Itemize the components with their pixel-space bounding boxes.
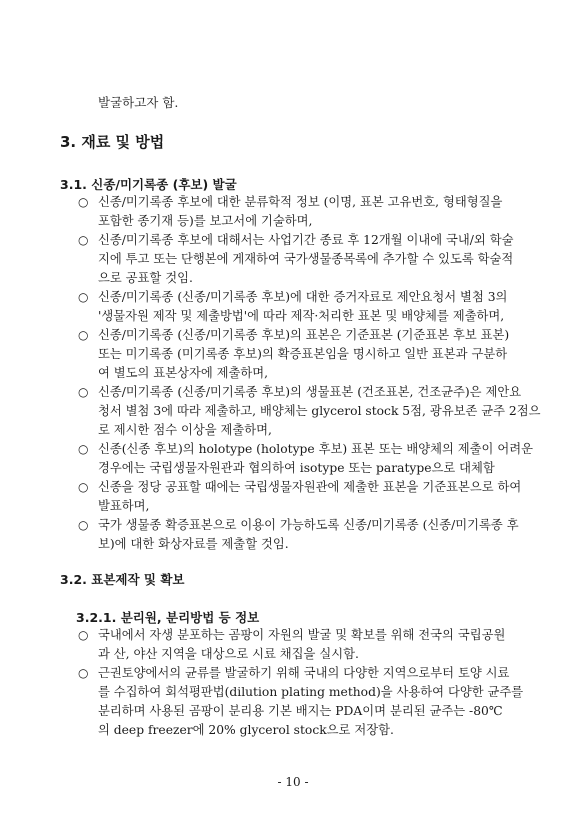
bullet-line: 지에 투고 또는 단행본에 게재하여 국가생물종목록에 추가할 수 있도록 학술적 bbox=[98, 252, 514, 266]
circle-bullet-icon: ○ bbox=[78, 442, 89, 456]
bullet-item bbox=[78, 626, 528, 664]
bullet-item bbox=[78, 440, 533, 478]
bullet-line: 의 deep freezer에 20% glycerol stock으로 저장함. bbox=[98, 723, 394, 737]
circle-bullet-icon: ○ bbox=[78, 480, 89, 494]
page-number: - 10 - bbox=[277, 775, 309, 789]
circle-bullet-icon: ○ bbox=[78, 290, 89, 304]
circle-bullet-icon: ○ bbox=[78, 328, 89, 342]
bullet-line: 발표하며, bbox=[98, 499, 150, 513]
section-3-2-1-heading: 3.2.1. 분리원, 분리방법 등 정보 bbox=[76, 610, 260, 625]
bullet-line: 신종/미기록종 (신종/미기록종 후보)의 표본은 기준표본 (기준표본 후보 표본) bbox=[98, 328, 510, 342]
bullet-line: 근권토양에서의 균류를 발굴하기 위해 국내의 다양한 지역으로부터 토양 시료 bbox=[98, 666, 510, 680]
section-3-2-1-bullet-list bbox=[78, 626, 528, 740]
bullet-line: '생물자원 제작 및 제출방법'에 따라 제작·처리한 표본 및 배양체를 제출하며, bbox=[98, 309, 505, 323]
intro-tail-text: 발굴하고자 함. bbox=[98, 95, 179, 110]
bullet-item bbox=[78, 664, 528, 740]
bullet-line: 으로 공표할 것임. bbox=[98, 271, 193, 285]
bullet-line: 를 수집하여 회석평판법(dilution plating method)을 사용하여 다양한 균주를 bbox=[98, 685, 524, 699]
circle-bullet-icon: ○ bbox=[78, 385, 89, 399]
bullet-item bbox=[78, 231, 528, 288]
bullet-line: 보)에 대한 화상자료를 제출할 것임. bbox=[98, 537, 289, 551]
bullet-item bbox=[78, 326, 528, 383]
bullet-line: 여 별도의 표본상자에 제출하며, bbox=[98, 366, 269, 380]
circle-bullet-icon: ○ bbox=[78, 628, 89, 642]
section-3-1-bullet-list bbox=[78, 193, 541, 554]
bullet-item bbox=[78, 516, 528, 554]
circle-bullet-icon: ○ bbox=[78, 518, 89, 532]
bullet-line: 경우에는 국립생물자원관과 협의하여 isotype 또는 paratype으로 대체함 bbox=[98, 461, 495, 475]
bullet-line: 신종/미기록종 후보에 대해서는 사업기간 종료 후 12개월 이내에 국내/외 학술 bbox=[98, 233, 514, 247]
bullet-line: 로 제시한 점수 이상을 제출하며, bbox=[98, 423, 272, 437]
bullet-line: 신종/미기록종 후보에 대한 분류학적 정보 (이명, 표본 고유번호, 형태형질을 bbox=[98, 195, 503, 209]
section-3-heading: 3. 재료 및 방법 bbox=[60, 133, 165, 151]
bullet-item bbox=[78, 288, 528, 326]
bullet-item bbox=[78, 478, 528, 516]
circle-bullet-icon: ○ bbox=[78, 666, 89, 680]
bullet-line: 청서 별첨 3에 따라 제출하고, 배양체는 glycerol stock 5점, 광유보존 균주 2점으 bbox=[98, 404, 541, 418]
bullet-line: 또는 미기록종 (미기록종 후보)의 확증표본임을 명시하고 일반 표본과 구분하 bbox=[98, 347, 508, 361]
bullet-line: 포함한 종기재 등)를 보고서에 기술하며, bbox=[98, 214, 313, 228]
bullet-line: 국가 생물종 확증표본으로 이용이 가능하도록 신종/미기록종 (신종/미기록종 후 bbox=[98, 518, 519, 532]
bullet-line: 분리하며 사용된 곰팡이 분리용 기본 배지는 PDA이며 분리된 균주는 -80℃ bbox=[98, 704, 503, 718]
section-3-2-heading: 3.2. 표본제작 및 확보 bbox=[60, 572, 185, 587]
bullet-line: 국내에서 자생 분포하는 곰팡이 자원의 발굴 및 확보를 위해 전국의 국립공원 bbox=[98, 628, 506, 642]
circle-bullet-icon: ○ bbox=[78, 195, 89, 209]
bullet-item bbox=[78, 383, 541, 440]
bullet-item bbox=[78, 193, 528, 231]
bullet-line: 신종을 정당 공표할 때에는 국립생물자원관에 제출한 표본을 기준표본으로 하여 bbox=[98, 480, 522, 494]
bullet-line: 신종(신종 후보)의 holotype (holotype 후보) 표본 또는 배양체의 제출이 어려운 bbox=[98, 442, 533, 456]
bullet-line: 신종/미기록종 (신종/미기록종 후보)에 대한 증거자료로 제안요청서 별첨 3의 bbox=[98, 290, 508, 304]
section-3-1-heading: 3.1. 신종/미기록종 (후보) 발굴 bbox=[60, 177, 237, 192]
bullet-line: 신종/미기록종 (신종/미기록종 후보)의 생물표본 (건조표본, 건조균주)은 제안요 bbox=[98, 385, 522, 399]
circle-bullet-icon: ○ bbox=[78, 233, 89, 247]
bullet-line: 과 산, 야산 지역을 대상으로 시료 채집을 실시함. bbox=[98, 647, 359, 661]
